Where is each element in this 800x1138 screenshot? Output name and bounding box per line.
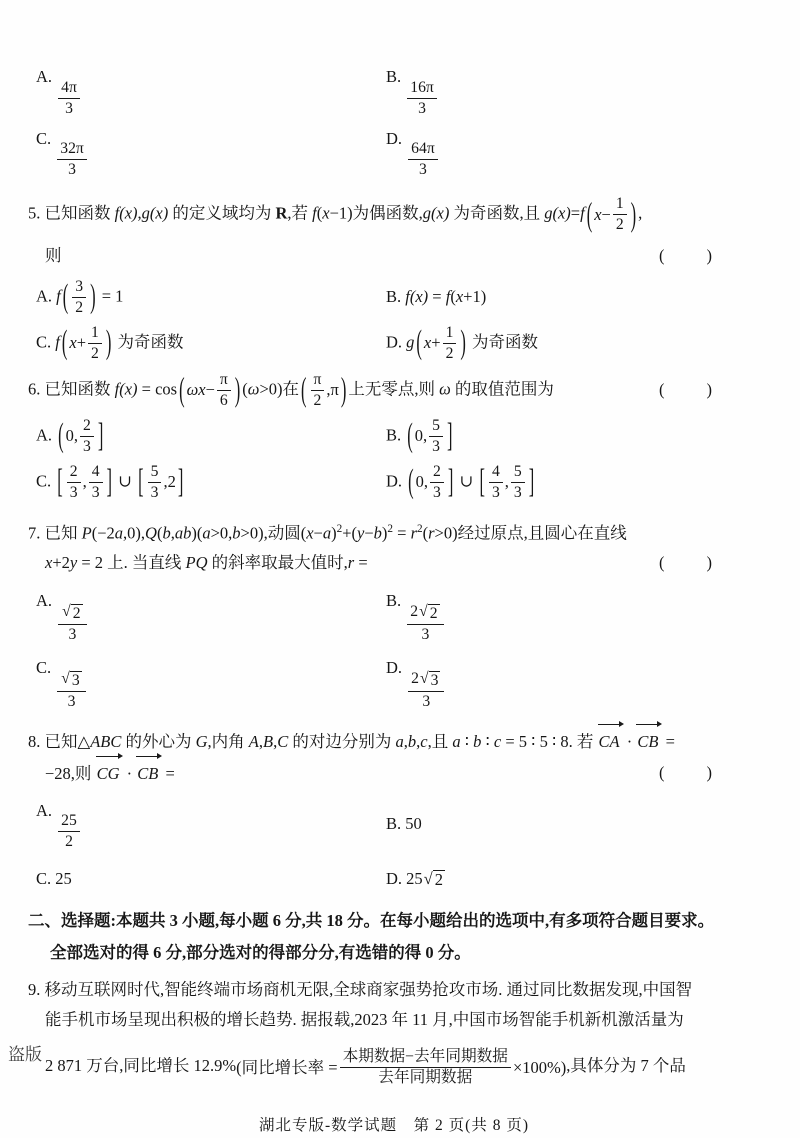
q8-options-row2: [28, 865, 760, 893]
q4-option-b: B. $\frac{16\pi}{3}$: [386, 63, 439, 118]
q7-options-row2: [28, 654, 760, 711]
anti-piracy-watermark: 盗版: [8, 1045, 42, 1064]
q4-option-a: A. $\frac{4\pi}{3}$: [36, 63, 82, 118]
q4-options-row1: [28, 63, 760, 118]
q6-option-a: A. ( 0, $\frac{2}{3}$ ]: [36, 415, 104, 455]
q7-option-d: D. 2 √ 3 3: [386, 654, 446, 711]
q6-answer-paren: ( ): [659, 380, 715, 400]
q5-then-text: 则: [45, 245, 62, 265]
q6-option-b: B. ( 0, $\frac{5}{3}$ ]: [386, 415, 453, 455]
q7-option-b: B. 2 √ 2 3: [386, 587, 446, 644]
q7-option-a: A. √ 2 3: [36, 587, 89, 644]
q5-answer-paren: ( ): [659, 245, 715, 265]
q9-stem-line3: 2 871 万台,同比增长 12.9% ( 同比增长率 = $\frac{\text{本期数据−去年同期数据}}{\text{去年同期数据}}$ ×100% ) ,具体分为 7 个品: [45, 1048, 686, 1087]
q5-options-row1: [28, 278, 760, 317]
q5-option-a: A. f ( $\frac{3}{2}$ ) = 1: [36, 276, 124, 316]
q8-option-d: D. 25 √ 2: [386, 869, 443, 890]
q6-option-c: C. [ $\frac{2}{3}$ , $\frac{4}{3}$ ] ∪ [ $\frac{5}{3}$ ,2 ]: [36, 461, 184, 501]
section2-header-line1: 二、选择题:本题共 3 小题,每小题 6 分,共 18 分。在每小题给出的选项中,有多项符合题目要求。: [28, 911, 715, 931]
q5-options-row2: [28, 324, 760, 363]
q7-stem-line1: 7. 已知 P(−2a,0),Q(b,ab)(a>0,b>0),动圆$(x-a)^2+(y-b)^2 = r^2(r>0)$经过原点,且圆心在直线: [28, 522, 627, 543]
q6-stem: [28, 371, 760, 410]
q4-options-row2: [28, 125, 760, 180]
q5-stem-line1: 5. 已知函数 f(x),g(x) 的定义域均为 R,若 f(x−1)为偶函数,g(x) 为奇函数,且 g(x)=f ( x − $\frac{1}{2}$ ) ,: [28, 194, 643, 234]
q7-options-row1: [28, 587, 760, 644]
q8-option-a: A. $\frac{25}{2}$: [36, 797, 82, 852]
q6-options-row2: [28, 463, 760, 502]
q5-option-c: C. f ( x + $\frac{1}{2}$ ) 为奇函数: [36, 322, 184, 362]
q4-option-c: C. $\frac{32\pi}{3}$: [36, 125, 89, 180]
page-footer: 湖北专版-数学试题 第 2 页(共 8 页): [259, 1116, 529, 1134]
q7-option-c: C. √ 3 3: [36, 654, 88, 711]
q8-stem-line2-text: −28,则 CG · CB =: [45, 757, 175, 789]
q8-option-b: B. 50: [386, 813, 422, 833]
section2-header-line2: 全部选对的得 6 分,部分选对的得部分分,有选错的得 0 分。: [50, 943, 471, 963]
q5-option-b: B. f(x) = f(x+1): [386, 287, 487, 307]
q4-option-d: D. $\frac{64\pi}{3}$: [386, 125, 440, 180]
q6-options-row1: [28, 417, 760, 456]
q6-stem-text: 6. 已知函数 f(x) = cos ( ωx − $\frac{\pi}{6}$ ) (ω>0)在 ( $\frac{\pi}{2}$ ,π ) 上无零点,则 ω 的取值范围为: [28, 369, 554, 409]
q8-answer-paren: ( ): [659, 762, 715, 782]
q5-option-d: D. g ( x + $\frac{1}{2}$ ) 为奇函数: [386, 322, 539, 362]
q8-stem-line2: [28, 757, 760, 789]
q7-answer-paren: ( ): [659, 553, 715, 573]
q9-stem-line1: 9. 移动互联网时代,智能终端市场商机无限,全球商家强势抢攻市场. 通过同比数据发现,中国智: [28, 980, 693, 1000]
q8-options-row1: [28, 797, 760, 852]
q8-option-c: C. 25: [36, 869, 72, 889]
q5-stem-line2: [28, 241, 760, 271]
q8-stem-line1: 8. 已知△ABC 的外心为 G,内角 A,B,C 的对边分别为 a,b,c,且 a ∶ b ∶ c = 5 ∶ 5 ∶ 8. 若 CA · CB =: [28, 725, 760, 757]
q6-option-d: D. ( 0, $\frac{2}{3}$ ] ∪ [ $\frac{4}{3}$ , $\frac{5}{3}$ ]: [386, 461, 535, 501]
q7-stem-line2-text: x+2y = 2 上. 当直线 PQ 的斜率取最大值时,r =: [45, 553, 368, 573]
q9-stem-line2: 能手机市场呈现出积极的增长趋势. 据报载,2023 年 11 月,中国市场智能手机新机激活量为: [45, 1010, 684, 1030]
q7-stem-line2: [28, 548, 760, 578]
